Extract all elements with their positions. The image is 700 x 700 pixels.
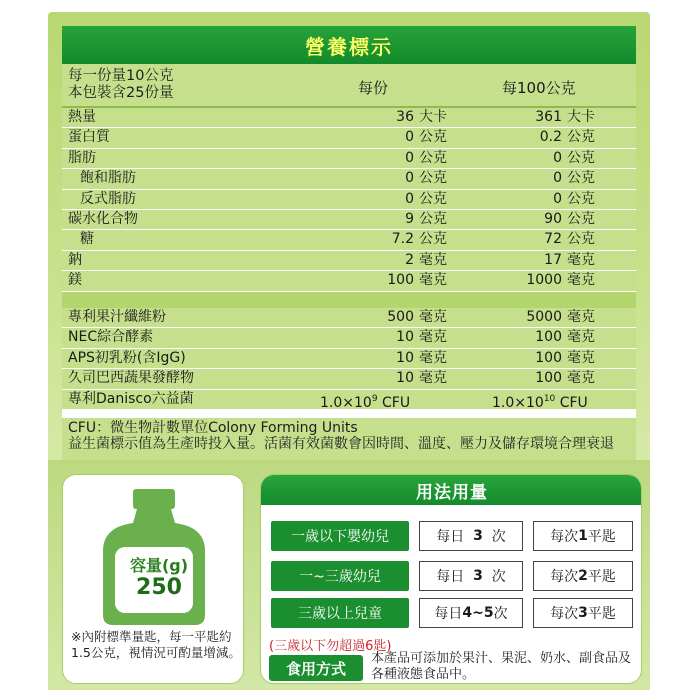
- servings-per-pack: 本包裝含25份量: [68, 85, 174, 101]
- age-group: 三歲以上兒童: [271, 598, 409, 628]
- method-text: 本產品可添加於果汁、果泥、奶水、副食品及各種液態食品中。: [371, 651, 632, 682]
- scoops-per-serving: 每次 3 平匙: [533, 598, 633, 628]
- unit-per-serving: 毫克: [419, 370, 447, 387]
- unit-per-100g: 毫克: [567, 329, 595, 346]
- unit-per-serving: 公克: [419, 190, 447, 207]
- col-header-per-serving: 每份: [358, 79, 389, 97]
- value-per-100g: 0: [553, 190, 562, 207]
- unit-per-100g: 毫克: [567, 309, 595, 325]
- nutrient-row: [62, 271, 636, 291]
- ingredient-row-danisco: [62, 390, 636, 410]
- ingredient-name: APS初乳粉(含IgG): [68, 349, 186, 366]
- capacity-box: [62, 474, 244, 684]
- nutrient-name: 飽和脂肪: [80, 170, 136, 187]
- value-per-serving: 2: [405, 251, 414, 268]
- nutrition-panel: [48, 12, 650, 464]
- unit-per-serving: 公克: [419, 129, 447, 146]
- method-label: 食用方式: [269, 655, 363, 681]
- capacity-value: 250: [136, 575, 182, 600]
- unit-per-serving: 毫克: [419, 309, 447, 325]
- unit-per-serving: 毫克: [419, 349, 447, 366]
- nutrition-table: [62, 26, 636, 462]
- ingredient-name: 久司巴西蔬果發酵物: [68, 370, 194, 387]
- probiotic-disclaimer: 益生菌標示值為生產時投入量。活菌有效菌數會因時間、溫度、壓力及儲存環境合理衰退: [68, 436, 614, 452]
- unit-per-100g: 公克: [567, 231, 595, 248]
- value-per-serving: 100: [387, 272, 414, 289]
- unit-per-100g: 毫克: [567, 272, 595, 289]
- nutrition-header: [62, 64, 636, 108]
- nutrient-row: [62, 128, 636, 148]
- dosage-box: [260, 474, 642, 684]
- value-per-100g: 100: [535, 329, 562, 346]
- value-per-serving: 0: [405, 149, 414, 166]
- ingredient-name: 專利果汁纖維粉: [68, 309, 166, 325]
- unit-per-100g: 公克: [567, 210, 595, 227]
- col-header-per-100g: 每100公克: [502, 79, 576, 97]
- dosage-row: [271, 561, 633, 591]
- value-per-serving: 9: [405, 210, 414, 227]
- nutrient-name: 熱量: [68, 109, 96, 125]
- unit-per-100g: 毫克: [567, 370, 595, 387]
- scoops-per-serving: 每次 2 平匙: [533, 561, 633, 591]
- value-per-100g: 0: [553, 170, 562, 187]
- cfu-definition: CFU：微生物計數單位Colony Forming Units: [68, 420, 358, 436]
- nutrient-name: 糖: [80, 231, 94, 248]
- value-per-serving: 7.2: [391, 231, 414, 248]
- nutrient-name: 碳水化合物: [68, 210, 138, 227]
- serving-info: [68, 68, 173, 102]
- unit-per-100g: 公克: [567, 190, 595, 207]
- value-per-serving: 10: [396, 329, 414, 346]
- ingredient-row: [62, 328, 636, 348]
- unit-per-serving: 毫克: [419, 272, 447, 289]
- ingredient-row: [62, 308, 636, 328]
- nutrient-name: 鈉: [68, 251, 82, 268]
- danisco-value-per-100g: $1.0\times 10^{10}$ CFU: [492, 393, 588, 411]
- unit-per-serving: 公克: [419, 231, 447, 248]
- unit-per-serving: 大卡: [419, 109, 447, 125]
- unit-per-serving: 公克: [419, 210, 447, 227]
- serving-size: 每一份量10公克: [68, 68, 174, 84]
- nutrient-rows: [62, 108, 636, 320]
- value-per-100g: 0.2: [539, 129, 562, 146]
- unit-per-100g: 毫克: [567, 251, 595, 268]
- nutrient-row: [62, 169, 636, 189]
- cfu-footnote: [62, 418, 636, 464]
- dosage-row: [271, 521, 633, 551]
- value-per-serving: 0: [405, 170, 414, 187]
- value-per-serving: 10: [396, 370, 414, 387]
- unit-per-serving: 毫克: [419, 251, 447, 268]
- scoops-per-serving: 每次 1 平匙: [533, 521, 633, 551]
- ingredient-row: [62, 349, 636, 369]
- value-per-100g: 1000: [526, 272, 562, 289]
- daily-frequency: 每日 3 次: [419, 521, 523, 551]
- capacity-label: 容量(g): [129, 556, 189, 575]
- nutrient-row: [62, 210, 636, 230]
- unit-per-100g: 公克: [567, 149, 595, 166]
- max-scoop-warning: (三歲以下勿超過6匙): [269, 639, 392, 654]
- nutrient-name: 蛋白質: [68, 129, 110, 146]
- value-per-100g: 5000: [526, 309, 562, 325]
- value-per-100g: 100: [535, 370, 562, 387]
- dosage-row: [271, 598, 633, 628]
- nutrient-row: [62, 149, 636, 169]
- value-per-serving: 36: [396, 109, 414, 125]
- nutrient-row: [62, 108, 636, 128]
- unit-per-serving: 公克: [419, 149, 447, 166]
- nutrient-name: 脂肪: [68, 149, 96, 166]
- age-group: 一歲以下嬰幼兒: [271, 521, 409, 551]
- value-per-serving: 500: [387, 309, 414, 325]
- value-per-100g: 361: [535, 109, 562, 125]
- unit-per-100g: 公克: [567, 170, 595, 187]
- value-per-serving: 0: [405, 129, 414, 146]
- danisco-value-per-serving: $1.0\times 10^9$ CFU: [320, 393, 411, 411]
- ingredient-row: [62, 369, 636, 389]
- ingredient-name: 專利Danisco六益菌: [68, 390, 194, 407]
- unit-per-100g: 大卡: [567, 109, 595, 125]
- value-per-serving: 0: [405, 190, 414, 207]
- age-group: 一~三歲幼兒: [271, 561, 409, 591]
- nutrient-name: 鎂: [68, 272, 82, 289]
- value-per-100g: 17: [544, 251, 562, 268]
- usage-panel: [48, 460, 650, 690]
- nutrient-row: [62, 230, 636, 250]
- functional-ingredient-rows: [62, 308, 636, 410]
- nutrition-title: 營養標示: [62, 26, 636, 64]
- daily-frequency: 每日 3 次: [419, 561, 523, 591]
- ingredient-name: NEC綜合酵素: [68, 329, 154, 346]
- nutrient-name: 反式脂肪: [80, 190, 136, 207]
- unit-per-serving: 公克: [419, 170, 447, 187]
- scoop-note: ※內附標準量匙，每一平匙約1.5公克，視情況可酌量增減。: [71, 629, 241, 660]
- value-per-100g: 0: [553, 149, 562, 166]
- dosage-title: 用法用量: [261, 475, 642, 505]
- value-per-100g: 100: [535, 349, 562, 366]
- value-per-100g: 90: [544, 210, 562, 227]
- daily-frequency: 每日 4~5 次: [419, 598, 523, 628]
- value-per-serving: 10: [396, 349, 414, 366]
- nutrient-row: [62, 251, 636, 271]
- unit-per-serving: 毫克: [419, 329, 447, 346]
- unit-per-100g: 毫克: [567, 349, 595, 366]
- value-per-100g: 72: [544, 231, 562, 248]
- unit-per-100g: 公克: [567, 129, 595, 146]
- nutrient-row: [62, 190, 636, 210]
